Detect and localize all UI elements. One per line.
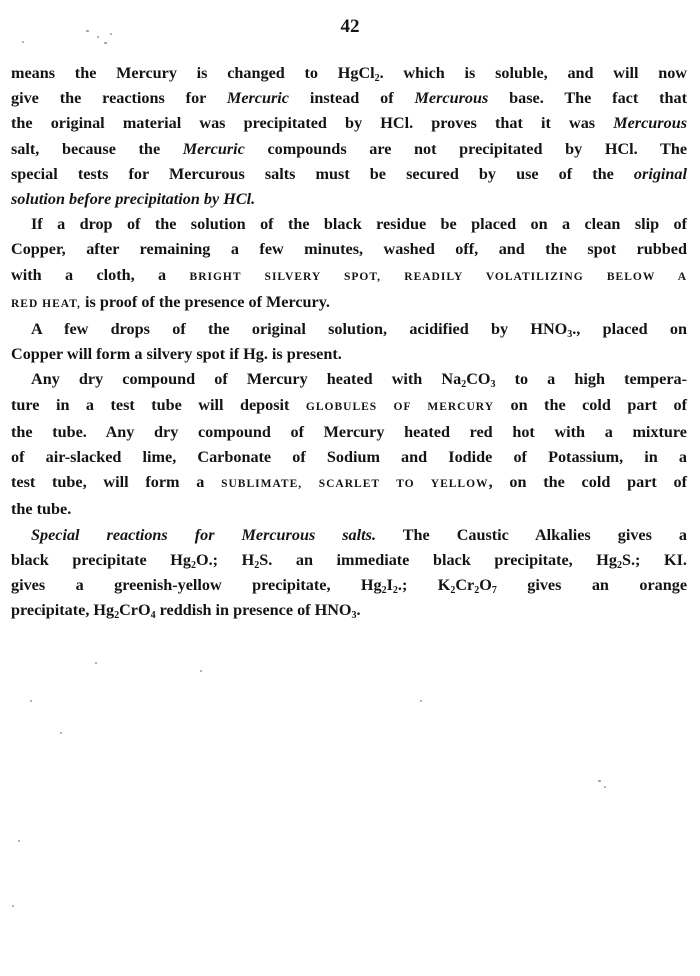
text-line <box>11 393 687 420</box>
subscript: 2 <box>114 610 120 622</box>
text-run: . which is soluble, and will now <box>379 64 688 82</box>
text-line <box>11 573 687 598</box>
text-run: gives an orange <box>496 576 688 595</box>
text-run: .; K <box>397 576 451 595</box>
text-run: O <box>479 576 492 595</box>
text-line <box>11 420 687 445</box>
text-run: black precipitate Hg <box>11 550 191 569</box>
text-run: . <box>356 601 361 620</box>
text-run: the original material was precipitated by HCl. proves that it was <box>11 114 614 133</box>
text-run: the tube. Any dry compound of Mercury heated red hot with a mixture <box>11 422 687 441</box>
text-run: Cr <box>455 576 475 595</box>
text-run: with a cloth, a <box>11 265 190 284</box>
subscript: 2 <box>254 559 260 571</box>
text-line <box>11 317 687 342</box>
text-run: to a high tempera- <box>495 370 687 389</box>
italic-run: Mercurous <box>414 89 489 108</box>
text-run: base. The fact that <box>488 89 687 108</box>
text-run: test tube, will form a <box>11 473 222 492</box>
small-caps-run: BRIGHT SILVERY SPOT, READILY VOLATILIZING BELOW A <box>189 270 688 283</box>
text-line <box>11 445 687 470</box>
subscript: 3 <box>567 329 573 341</box>
paragraph <box>11 367 687 522</box>
subscript: 2 <box>392 585 398 597</box>
text-line <box>11 137 687 162</box>
italic-run: Special reactions for Mercurous salts. <box>31 525 376 544</box>
subscript: 2 <box>190 559 196 571</box>
text-line <box>11 470 687 497</box>
italic-run: Mercurous <box>613 114 687 133</box>
text-run: instead of <box>288 89 415 108</box>
subscript: 4 <box>150 610 156 622</box>
subscript: 2 <box>374 73 380 84</box>
paragraph <box>11 61 687 212</box>
subscript: 2 <box>381 585 387 597</box>
subscript: 3 <box>490 379 496 391</box>
text-run: Any dry compound of Mercury heated with Na <box>31 370 462 389</box>
text-run: S.; KI. <box>622 550 687 569</box>
body-text <box>11 61 687 623</box>
text-run: compounds are not precipitated by HCl. The <box>244 139 688 158</box>
text-run: The Caustic Alkalies gives a <box>376 525 687 544</box>
text-run: CO <box>466 370 491 389</box>
italic-run: solution before precipitation by HCl. <box>11 190 256 209</box>
paragraph <box>11 212 687 317</box>
text-run: S. an immediate black precipitate, Hg <box>259 550 617 569</box>
text-line <box>11 497 687 522</box>
text-run: ture in a test tube will deposit <box>11 395 306 414</box>
text-run: of air-slacked lime, Carbonate of Sodium and Iodide of Potassium, in a <box>11 448 687 467</box>
small-caps-run: GLOBULES OF MERCURY <box>305 400 494 413</box>
text-line <box>11 342 687 367</box>
text-run: on the cold part of <box>494 395 687 414</box>
subscript: 7 <box>491 585 497 597</box>
text-run: gives a greenish-yellow precipitate, Hg <box>11 576 382 595</box>
text-run: O.; H <box>195 550 255 569</box>
text-line <box>11 86 687 111</box>
italic-run: Mercuric <box>182 139 245 158</box>
text-line <box>11 263 687 290</box>
italic-run: Mercuric <box>226 89 289 108</box>
italic-run: original <box>633 164 687 183</box>
text-run: Copper will form a silvery spot if Hg. is present. <box>11 345 342 364</box>
text-line <box>11 523 687 548</box>
text-run: If a drop of the solution of the black residue be placed on a clean slip of <box>31 215 687 234</box>
text-run: A few drops of the original solution, acidified by HNO <box>31 320 568 339</box>
subscript: 2 <box>461 379 467 391</box>
text-run: the tube. <box>11 500 72 519</box>
small-caps-run: RED HEAT, <box>11 297 81 310</box>
subscript: 2 <box>450 585 456 597</box>
subscript: 2 <box>617 559 622 571</box>
text-line <box>11 61 687 86</box>
text-run: , on the cold part of <box>488 473 688 492</box>
text-run: give the reactions for <box>11 89 227 108</box>
text-line <box>11 111 687 136</box>
text-line <box>11 162 687 187</box>
text-run: is proof of the presence of Mercury. <box>80 292 330 311</box>
subscript: 3 <box>351 610 357 622</box>
text-run: special tests for Mercurous salts must be secured by use of the <box>11 164 634 183</box>
text-line <box>11 367 687 392</box>
text-line <box>11 212 687 237</box>
text-run: CrO <box>119 601 151 620</box>
paragraph <box>11 523 687 624</box>
page-number: 42 <box>340 16 360 37</box>
text-line <box>11 290 687 317</box>
subscript: 2 <box>474 585 480 597</box>
text-line <box>11 237 687 262</box>
text-run: I <box>386 576 393 595</box>
text-line <box>11 548 687 573</box>
text-line <box>11 598 687 623</box>
text-run: precipitate, Hg <box>11 601 115 620</box>
paragraph <box>11 317 687 367</box>
text-run: means the Mercury is changed to HgCl <box>11 64 375 82</box>
small-caps-run: SUBLIMATE, SCARLET TO YELLOW <box>221 478 489 491</box>
text-run: Copper, after remaining a few minutes, washed off, and the spot rubbed <box>11 240 687 259</box>
text-run: reddish in presence of HNO <box>155 601 352 620</box>
text-run: ., placed on <box>572 320 687 339</box>
text-run: salt, because the <box>11 139 183 158</box>
text-line <box>11 187 687 212</box>
